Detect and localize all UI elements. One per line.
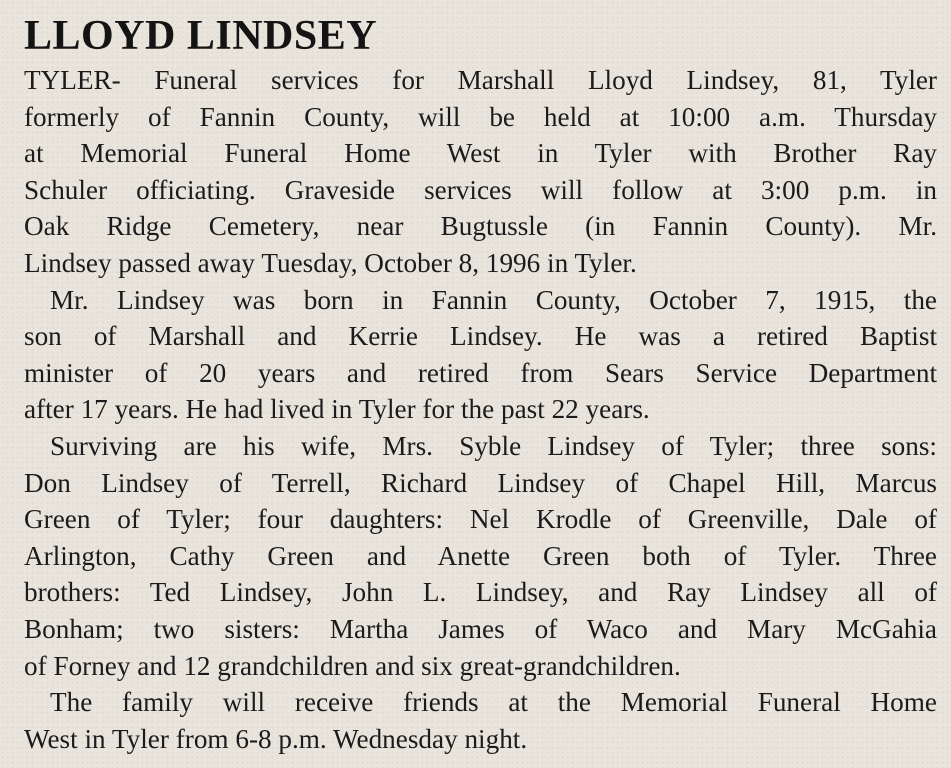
text-line: brothers: Ted Lindsey, John L. Lindsey, and Ray Lindsey all of <box>24 577 937 608</box>
paragraph-visitation <box>24 684 937 757</box>
text-line: at Memorial Funeral Home West in Tyler with Brother Ray <box>24 138 937 169</box>
text-line: Don Lindsey of Terrell, Richard Lindsey of Chapel Hill, Marcus <box>24 467 937 498</box>
text-line: Arlington, Cathy Green and Anette Green both of Tyler. Three <box>24 540 937 571</box>
text-line: Lindsey passed away Tuesday, October 8, 1996 in Tyler. <box>24 247 637 278</box>
text-line: Oak Ridge Cemetery, near Bugtussle (in Fannin County). Mr. <box>24 211 937 242</box>
text-line: son of Marshall and Kerrie Lindsey. He was a retired Baptist <box>24 321 937 352</box>
text-line: Bonham; two sisters: Martha James of Waco and Mary McGahia <box>24 613 937 644</box>
text-line: TYLER- Funeral services for Marshall Lloyd Lindsey, 81, Tyler <box>24 65 937 95</box>
text-line: formerly of Fannin County, will be held at 10:00 a.m. Thursday <box>24 101 937 132</box>
paragraph-biography <box>24 282 937 428</box>
text-line: of Forney and 12 grandchildren and six great-grandchildren. <box>24 650 681 681</box>
text-line: Surviving are his wife, Mrs. Syble Lindsey of Tyler; three sons: <box>50 430 937 461</box>
text-line: after 17 years. He had lived in Tyler for the past 22 years. <box>24 394 650 425</box>
text-line: Green of Tyler; four daughters: Nel Krodle of Greenville, Dale of <box>24 504 937 535</box>
paragraph-survivors <box>24 428 937 684</box>
text-line: West in Tyler from 6-8 p.m. Wednesday night. <box>24 723 528 754</box>
text-line: The family will receive friends at the Memorial Funeral Home <box>50 687 937 718</box>
text-line: Schuler officiating. Graveside services will follow at 3:00 p.m. in <box>24 174 937 205</box>
paragraph-service-details <box>24 62 937 282</box>
text-line: minister of 20 years and retired from Sears Service Department <box>24 357 937 388</box>
obituary-headline: LLOYD LINDSEY <box>24 13 378 59</box>
text-line: Mr. Lindsey was born in Fannin County, October 7, 1915, the <box>50 284 937 315</box>
